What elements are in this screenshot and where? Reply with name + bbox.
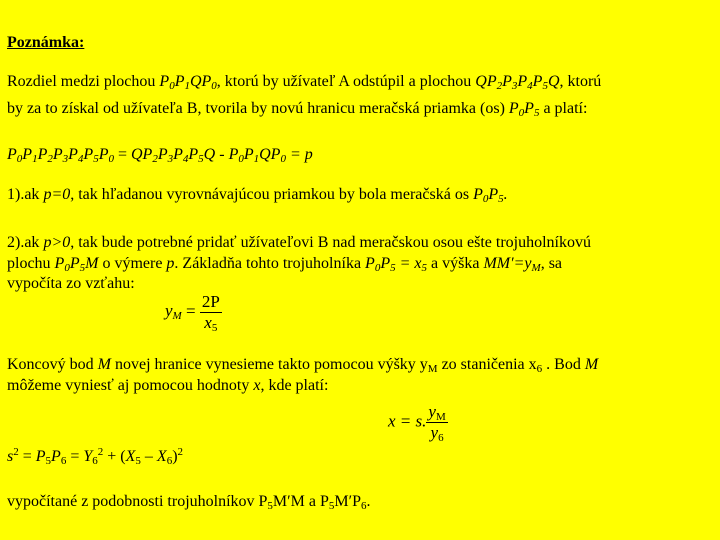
- paragraph-1-line-1: Rozdiel medzi plochou $P_0P_1QP_0$, ktorú by užívateľ A odstúpil a plochou $QP_2P_3P_4P_5Q$, ktorú: [7, 73, 602, 92]
- paragraph-3-line-3: vypočíta zo vzťahu:: [7, 275, 135, 292]
- text-segment: by za to získal od užívateľa B, tvorila by novú hranicu meračská priamka (os): [7, 100, 509, 117]
- text-segment: . Základňa tohto trojuholníka: [174, 255, 366, 272]
- text-sub: 6: [536, 363, 543, 375]
- formula-lhs: x = s.: [388, 411, 427, 431]
- formula-sub: 6: [438, 432, 444, 444]
- paragraph-5: [7, 492, 371, 511]
- fraction: [200, 292, 222, 333]
- text-segment: , kde platí:: [260, 377, 329, 394]
- text-segment: , ktorú: [559, 73, 602, 90]
- formula-sub: M: [172, 310, 182, 323]
- text-segment: , tak hľadanou vyrovnávajúcou priamkou by bola meračská os: [70, 186, 474, 203]
- fraction: [426, 402, 447, 443]
- equation-1: $P_0P_1P_2P_3P_4P_5P_0 = QP_2P_3P_4P_5Q - P_0P_1QP_0 = p$: [7, 146, 313, 165]
- text-segment: M: [584, 356, 599, 373]
- paragraph-4-line-2: [7, 376, 328, 395]
- text-segment: M: [97, 356, 111, 373]
- text-segment: môžeme vyniesť aj pomocou hodnoty: [7, 377, 254, 394]
- fraction-numerator: 2P: [201, 292, 220, 311]
- condition: p>0: [43, 234, 71, 251]
- fraction-denominator: [200, 313, 222, 333]
- paragraph-2: 1).ak p=0, tak hľadanou vyrovnávajúcou priamkou by bola meračská os $P_0P_5$.: [7, 186, 508, 205]
- text-segment: 2).ak: [7, 234, 44, 251]
- text-segment: x: [253, 377, 261, 394]
- text-segment: M′M a P: [272, 493, 329, 510]
- text-segment: , sa: [540, 255, 563, 272]
- text-segment: Koncový bod: [7, 356, 98, 373]
- text-segment: plochu: [7, 255, 55, 272]
- fraction-numerator: [426, 402, 447, 423]
- equation-2: $s^2 = P_5P_6 = Y_6^2 + (X_5 - X_6)^2$: [7, 446, 184, 467]
- text-sub: 5: [328, 500, 335, 512]
- text-segment: .: [503, 186, 508, 203]
- formula-den: x: [204, 313, 212, 332]
- text-segment: . Bod: [542, 356, 585, 373]
- fraction-denominator: [426, 423, 447, 443]
- paragraph-4-line-1: [7, 355, 598, 374]
- text-segment: o výmere: [98, 255, 167, 272]
- text-segment: 1).ak: [7, 186, 44, 203]
- text-segment: a výška: [427, 255, 484, 272]
- formula-ym: [165, 292, 222, 333]
- text-segment: MM′=y: [483, 255, 532, 272]
- text-segment: p: [166, 255, 175, 272]
- text-sub: M: [427, 363, 438, 375]
- text-segment: zo staničenia x: [437, 356, 537, 373]
- text-segment: -: [215, 146, 229, 163]
- text-segment: = x: [395, 255, 422, 272]
- formula-sub: M: [435, 411, 446, 423]
- text-segment: M′P: [334, 493, 361, 510]
- formula-num: y: [428, 402, 436, 421]
- paragraph-3-line-1: [7, 233, 591, 252]
- formula-x: [388, 402, 448, 443]
- text-segment: vypočítané z podobnosti trojuholníkov P: [7, 493, 268, 510]
- text-segment: , tak bude potrebné pridať užívateľovi B nad meračskou osou ešte trojuholníkovú: [70, 234, 591, 251]
- text-segment: a platí:: [539, 100, 588, 117]
- text-sub: 6: [361, 500, 367, 512]
- paragraph-3-line-2: plochu $P_0P_5M$ o výmere p. Základňa tohto trojuholníka $P_0P_5 = x_5$ a výška $MM'=y_M$, sa: [7, 255, 563, 274]
- text-segment: Rozdiel medzi plochou: [7, 73, 160, 90]
- text-segment: .: [366, 493, 371, 510]
- formula-eq: =: [181, 301, 200, 321]
- text-segment: novej hranice vynesieme takto pomocou výšky y: [110, 356, 428, 373]
- formula-sub: 5: [211, 322, 218, 334]
- condition: p=0: [43, 186, 71, 203]
- text-segment: , ktorú by užívateľ A odstúpil a plochou: [216, 73, 476, 90]
- text-sub: 5: [267, 500, 273, 512]
- formula-lhs: y: [165, 301, 173, 321]
- note-title: Poznámka:: [7, 34, 85, 51]
- formula-den: y: [430, 423, 439, 442]
- paragraph-1-line-2: by za to získal od užívateľa B, tvorila by novú hranicu meračská priamka (os) $P_0P_5$ a platí:: [7, 100, 588, 119]
- text-segment: = p: [285, 146, 313, 163]
- text-segment: =: [113, 146, 131, 163]
